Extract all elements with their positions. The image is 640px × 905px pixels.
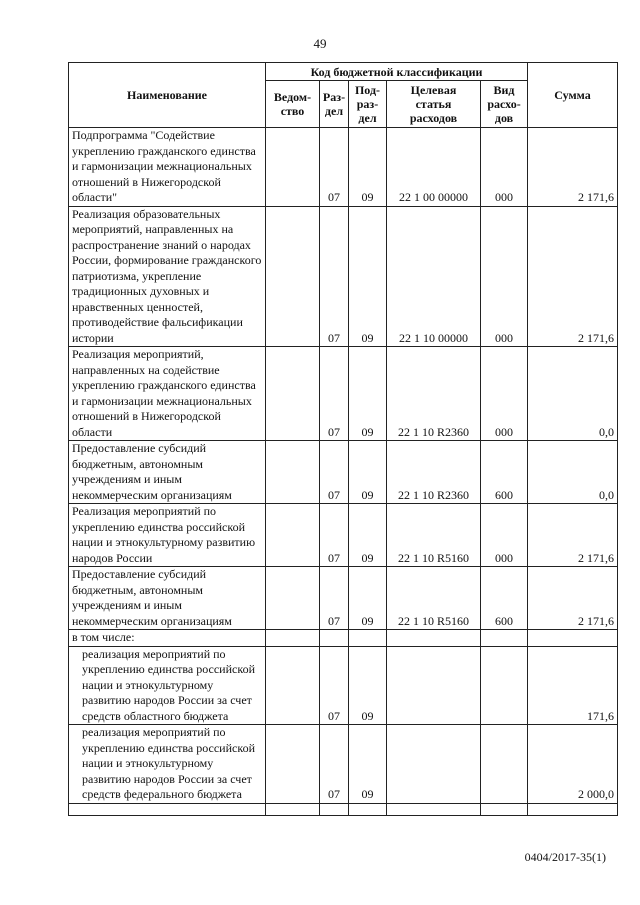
cell-department xyxy=(266,567,320,630)
cell-expense-type: 000 xyxy=(481,128,528,207)
table-row xyxy=(69,504,618,567)
header-name: Наименование xyxy=(69,63,266,128)
cell-section: 07 xyxy=(320,206,349,347)
cell-department xyxy=(266,646,320,725)
cell-section: 07 xyxy=(320,347,349,441)
cell-amount: 2 000,0 xyxy=(528,725,618,804)
cell-subsection: 09 xyxy=(349,504,387,567)
cell-department xyxy=(266,347,320,441)
table-row xyxy=(69,347,618,441)
cell-name: Реализация образовательных мероприятий, направленных на распространение знаний о народах России, формирование гражданского патриотизма, укрепление традиционных духовных и нравственных ценностей, противодействие фальсификации истории xyxy=(69,206,266,347)
table-row xyxy=(69,630,618,647)
cell-subsection: 09 xyxy=(349,206,387,347)
footer-code: 0404/2017-35(1) xyxy=(524,850,606,864)
cell-department xyxy=(266,206,320,347)
cell-amount: 0,0 xyxy=(528,347,618,441)
cell-section xyxy=(320,630,349,647)
cell-amount xyxy=(528,630,618,647)
cell-target-article: 22 1 10 R2360 xyxy=(387,441,481,504)
cell-name: Предоставление субсидий бюджетным, автономным учреждениям и иным некоммерческим организациям xyxy=(69,441,266,504)
cell-name: реализация мероприятий по укреплению единства российской нации и этнокультурному развитию народов России за счет средств областного бюджета xyxy=(69,646,266,725)
cell-amount: 171,6 xyxy=(528,646,618,725)
cell-subsection: 09 xyxy=(349,441,387,504)
header-section: Раз- дел xyxy=(320,81,349,128)
cell-department xyxy=(266,630,320,647)
cell-subsection xyxy=(349,803,387,815)
cell-expense-type: 000 xyxy=(481,504,528,567)
cell-target-article xyxy=(387,630,481,647)
table-row xyxy=(69,725,618,804)
cell-name: Предоставление субсидий бюджетным, автономным учреждениям и иным некоммерческим организациям xyxy=(69,567,266,630)
header-amount: Сумма xyxy=(528,63,618,128)
cell-department xyxy=(266,128,320,207)
cell-target-article: 22 1 00 00000 xyxy=(387,128,481,207)
header-row-top xyxy=(69,63,618,81)
header-subsection: Под- раз- дел xyxy=(349,81,387,128)
page-number: 49 xyxy=(313,36,327,51)
cell-expense-type: 600 xyxy=(481,441,528,504)
cell-department xyxy=(266,441,320,504)
header-department: Ведом- ство xyxy=(266,81,320,128)
cell-expense-type: 000 xyxy=(481,206,528,347)
header-code-group: Код бюджетной классификации xyxy=(266,63,528,81)
cell-target-article: 22 1 10 R5160 xyxy=(387,567,481,630)
table-row xyxy=(69,441,618,504)
cell-section: 07 xyxy=(320,646,349,725)
cell-target-article xyxy=(387,725,481,804)
cell-section: 07 xyxy=(320,504,349,567)
cell-amount: 0,0 xyxy=(528,441,618,504)
cell-section: 07 xyxy=(320,128,349,207)
table-row xyxy=(69,646,618,725)
cell-subsection: 09 xyxy=(349,347,387,441)
table-body xyxy=(69,128,618,816)
cell-section: 07 xyxy=(320,441,349,504)
cell-amount: 2 171,6 xyxy=(528,504,618,567)
cell-name xyxy=(69,803,266,815)
cell-expense-type xyxy=(481,646,528,725)
header-expense-type: Вид расхо- дов xyxy=(481,81,528,128)
table-row xyxy=(69,803,618,815)
cell-section xyxy=(320,803,349,815)
cell-amount: 2 171,6 xyxy=(528,206,618,347)
cell-section: 07 xyxy=(320,567,349,630)
cell-subsection: 09 xyxy=(349,567,387,630)
cell-name: Подпрограмма "Содействие укреплению гражданского единства и гармонизации межнациональных отношений в Нижегородской области" xyxy=(69,128,266,207)
cell-expense-type xyxy=(481,803,528,815)
cell-subsection: 09 xyxy=(349,128,387,207)
header-target-article: Целевая статья расходов xyxy=(387,81,481,128)
cell-name: реализация мероприятий по укреплению единства российской нации и этнокультурному развитию народов России за счет средств федерального бюджета xyxy=(69,725,266,804)
cell-amount: 2 171,6 xyxy=(528,128,618,207)
cell-department xyxy=(266,504,320,567)
cell-subsection: 09 xyxy=(349,646,387,725)
cell-amount xyxy=(528,803,618,815)
cell-subsection: 09 xyxy=(349,725,387,804)
cell-target-article: 22 1 10 R2360 xyxy=(387,347,481,441)
cell-expense-type: 000 xyxy=(481,347,528,441)
cell-subsection xyxy=(349,630,387,647)
cell-expense-type: 600 xyxy=(481,567,528,630)
table-row xyxy=(69,567,618,630)
cell-target-article xyxy=(387,803,481,815)
budget-table xyxy=(68,62,618,816)
cell-target-article: 22 1 10 00000 xyxy=(387,206,481,347)
cell-section: 07 xyxy=(320,725,349,804)
table-row xyxy=(69,128,618,207)
cell-target-article xyxy=(387,646,481,725)
cell-department xyxy=(266,803,320,815)
cell-target-article: 22 1 10 R5160 xyxy=(387,504,481,567)
cell-name: в том числе: xyxy=(69,630,266,647)
cell-expense-type xyxy=(481,725,528,804)
cell-amount: 2 171,6 xyxy=(528,567,618,630)
cell-expense-type xyxy=(481,630,528,647)
table-row xyxy=(69,206,618,347)
cell-department xyxy=(266,725,320,804)
cell-name: Реализация мероприятий по укреплению единства российской нации и этнокультурному развитию народов России xyxy=(69,504,266,567)
cell-name: Реализация мероприятий, направленных на содействие укреплению гражданского единства и гармонизации межнациональных отношений в Нижегородской области xyxy=(69,347,266,441)
